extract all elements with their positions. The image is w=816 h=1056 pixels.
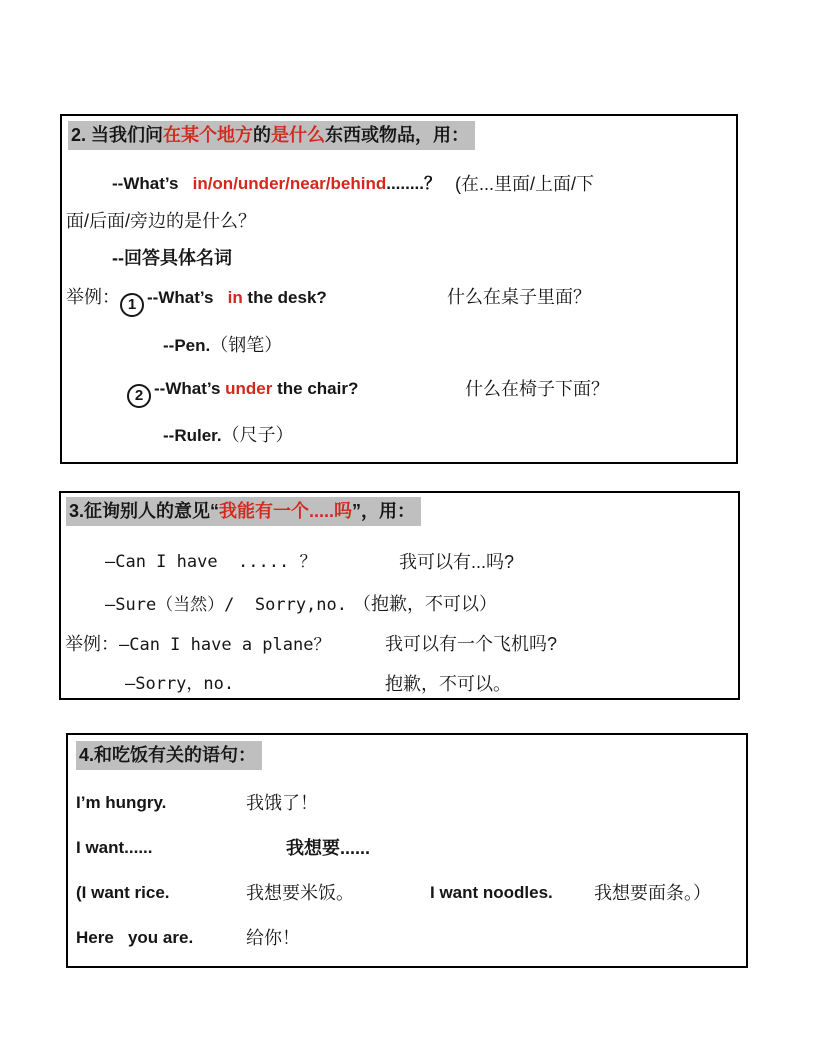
section-2-header-highlight [68, 121, 475, 150]
section-2-header [62, 122, 736, 150]
example-label: 举例： [66, 287, 120, 307]
preposition-under-red: under [225, 379, 273, 398]
hungry-row: I’m hungry. 我饿了！ [68, 790, 746, 817]
section-3-box [59, 491, 740, 700]
plane-translation: 我可以有一个飞机吗? [385, 634, 558, 654]
example-plane-line: 举例：—Can I have a plane？ 我可以有一个飞机吗? [61, 631, 738, 659]
header-text: 东西或物品，用： [325, 125, 470, 145]
example-2-answer: --Ruler.（尺子） [163, 425, 294, 445]
example-label: 举例： [65, 634, 119, 654]
circled-number-1: 1 [120, 293, 144, 317]
whats-dots: ........？ [386, 174, 442, 193]
header-red-text: 我能有一个.....吗 [219, 501, 353, 521]
here-you-are-translation: 给你！ [246, 928, 300, 948]
example-2-translation: 什么在椅子下面？ [465, 379, 609, 399]
prepositions-red: in/on/under/near/behind [192, 174, 387, 193]
sorry-no-line: —Sorry，no. 抱歉，不可以。 [61, 671, 738, 698]
i-want-translation: 我想要...... [286, 838, 371, 858]
section-2-box [60, 114, 738, 464]
example-1-line: 举例： 1 --What’s in the desk? 什么在桌子里面？ [62, 284, 736, 317]
header-text: 2. 当我们问 [71, 125, 164, 145]
whats-prefix: --What’s [112, 174, 193, 193]
example-2-line: 2 --What’s under the chair? 什么在椅子下面？ [62, 376, 736, 408]
example-1-answer: --Pen.（钢笔） [163, 335, 283, 355]
can-i-have-translation: 我可以有...吗? [399, 552, 515, 572]
can-i-have-line: —Can I have ..... ？ 我可以有...吗? [61, 549, 738, 576]
header-red-text: 在某个地方 [163, 125, 254, 145]
whats-question-line [62, 171, 736, 198]
whats-translation-start: (在...里面/上面/下 [455, 174, 594, 194]
sure-sorry-line: —Sure（当然）/ Sorry,no. （抱歉，不可以） [105, 594, 497, 615]
header-text: 的 [253, 125, 272, 145]
whats-translation-wrap: 面/后面/旁边的是什么？ [66, 211, 257, 231]
rice-noodles-row: (I want rice. 我想要米饭。 I want noodles. 我想要面条。） [68, 880, 746, 907]
rice-translation: 我想要米饭。 [246, 883, 354, 903]
here-you-are-row: Here you are. 给你！ [68, 925, 746, 952]
preposition-in-red: in [227, 288, 243, 307]
header-red-text: 是什么 [271, 125, 326, 145]
example-1-translation: 什么在桌子里面？ [447, 287, 591, 307]
noodles-phrase: I want noodles. [430, 883, 553, 902]
section-3-header-highlight: 3.征询别人的意见“我能有一个.....吗”，用： [66, 497, 421, 526]
hungry-translation: 我饿了！ [246, 793, 318, 813]
section-4-box [66, 733, 748, 968]
answer-noun-line: --回答具体名词 [112, 248, 232, 268]
noodles-translation: 我想要面条。） [594, 883, 711, 903]
section-4-header-highlight: 4.和吃饭有关的语句： [76, 741, 262, 770]
circled-number-2: 2 [127, 384, 151, 408]
section-4-header [68, 742, 746, 770]
sorry-translation: （抱歉，不可以） [353, 594, 497, 614]
sorry-no-translation: 抱歉，不可以。 [385, 674, 511, 694]
section-3-header [61, 498, 738, 526]
i-want-row: I want...... 我想要...... [68, 835, 746, 862]
